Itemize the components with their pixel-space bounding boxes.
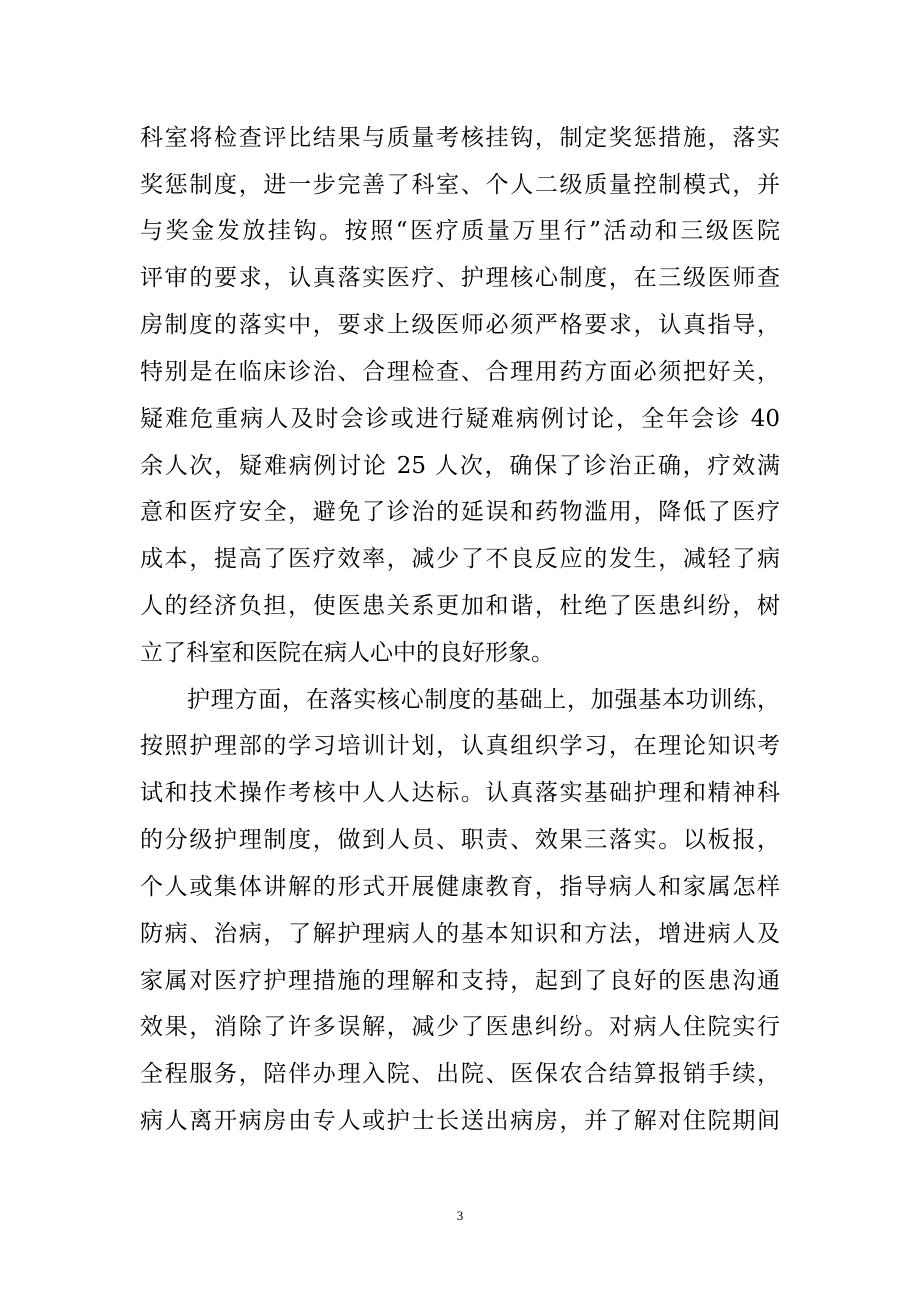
text-line: 人的经济负担，使医患关系更加和谐，杜绝了医患纠纷，树: [140, 593, 780, 619]
text-line: 个人或集体讲解的形式开展健康教育，指导病人和家属怎样: [140, 874, 780, 900]
text-line: 的分级护理制度，做到人员、职责、效果三落实。以板报，: [140, 827, 780, 853]
text-line: 防病、治病，了解护理病人的基本知识和方法，增进病人及: [140, 921, 780, 947]
text-line: 家属对医疗护理措施的理解和支持，起到了良好的医患沟通: [140, 968, 780, 994]
page-number: 3: [456, 1208, 464, 1223]
text-line: 病人离开病房由专人或护士长送出病房，并了解对住院期间: [140, 1108, 780, 1134]
text-line: 余人次，疑难病例讨论 25 人次，确保了诊治正确，疗效满: [140, 453, 780, 479]
text-line: 按照护理部的学习培训计划，认真组织学习，在理论知识考: [140, 733, 780, 759]
text-line: 成本，提高了医疗效率，减少了不良反应的发生，减轻了病: [140, 546, 780, 572]
text-line: 效果，消除了许多误解，减少了医患纠纷。对病人住院实行: [140, 1014, 780, 1040]
text-line: 护理方面，在落实核心制度的基础上，加强基本功训练，: [187, 687, 780, 713]
text-line: 立了科室和医院在病人心中的良好形象。: [140, 640, 554, 666]
text-line: 科室将检查评比结果与质量考核挂钩，制定奖惩措施，落实: [140, 125, 780, 151]
text-line: 奖惩制度，进一步完善了科室、个人二级质量控制模式，并: [140, 172, 780, 198]
text-line: 意和医疗安全，避免了诊治的延误和药物滥用，降低了医疗: [140, 499, 780, 525]
text-line: 特别是在临床诊治、合理检查、合理用药方面必须把好关，: [140, 359, 780, 385]
text-line: 房制度的落实中，要求上级医师必须严格要求，认真指导，: [140, 312, 780, 338]
text-line: 疑难危重病人及时会诊或进行疑难病例讨论，全年会诊 40: [140, 406, 780, 432]
text-line: 与奖金发放挂钩。按照“医疗质量万里行”活动和三级医院: [140, 218, 780, 244]
text-line: 试和技术操作考核中人人达标。认真落实基础护理和精神科: [140, 780, 780, 806]
text-line: 评审的要求，认真落实医疗、护理核心制度，在三级医师查: [140, 265, 780, 291]
text-line: 全程服务，陪伴办理入院、出院、医保农合结算报销手续，: [140, 1061, 780, 1087]
